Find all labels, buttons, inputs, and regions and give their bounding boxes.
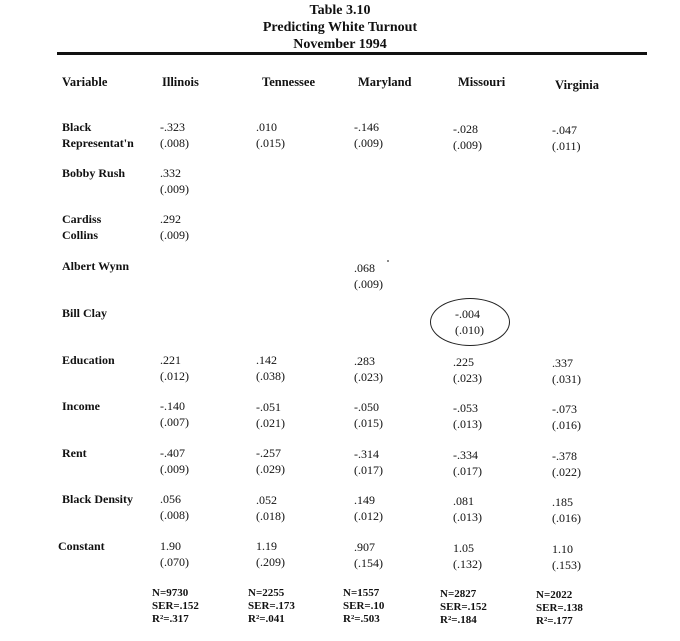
cell-rent-virginia	[552, 448, 581, 480]
std-error: (.011)	[552, 139, 581, 153]
cell-education-tennessee	[256, 352, 285, 384]
cell-constant-maryland	[354, 539, 383, 571]
coef: -.323	[160, 120, 185, 134]
std-error: (.018)	[256, 509, 285, 523]
cell-black-density-virginia	[552, 494, 581, 526]
stat-n: N=2022	[536, 589, 573, 601]
row-label-line: Rent	[62, 446, 87, 460]
coef: -.051	[256, 400, 281, 414]
coef: .149	[354, 493, 375, 507]
table-title	[0, 2, 680, 53]
stat-n: N=1557	[343, 587, 380, 599]
scan-speck	[387, 260, 389, 262]
coef: .081	[453, 494, 474, 508]
cell-rent-maryland	[354, 446, 383, 478]
coef: .052	[256, 493, 277, 507]
cell-rent-missouri	[453, 447, 482, 479]
cell-income-missouri	[453, 400, 482, 432]
coef: .337	[552, 356, 573, 370]
cell-education-maryland	[354, 353, 383, 385]
cell-black-density-maryland	[354, 492, 383, 524]
coef: -.073	[552, 402, 577, 416]
row-label-line: Black Density	[62, 492, 134, 506]
cell-cardiss-collins-illinois	[160, 211, 189, 243]
row-label-income	[62, 398, 100, 414]
stat-r2: R²=.041	[248, 613, 285, 625]
row-label-black-density	[62, 491, 133, 507]
coef: -.050	[354, 400, 379, 414]
row-label-line: Albert Wynn	[62, 259, 130, 273]
coef: -.378	[552, 449, 577, 463]
std-error: (.007)	[160, 415, 189, 429]
header-missouri: Missouri	[458, 75, 506, 89]
cell-albert-wynn-maryland	[354, 260, 383, 292]
row-label-rent	[62, 445, 87, 461]
header-tennessee: Tennessee	[262, 75, 316, 89]
cell-education-illinois	[160, 352, 189, 384]
coef: .056	[160, 492, 181, 506]
coef: -.407	[160, 446, 185, 460]
std-error: (.017)	[354, 463, 383, 477]
std-error: (.009)	[160, 182, 189, 196]
coef: .010	[256, 120, 277, 134]
row-label-albert-wynn	[62, 258, 129, 274]
cell-rent-illinois	[160, 445, 189, 477]
row-label-line: Education	[62, 353, 115, 367]
std-error: (.016)	[552, 511, 581, 525]
stats-tennessee	[248, 587, 295, 626]
std-error: (.009)	[160, 462, 189, 476]
std-error: (.023)	[453, 371, 482, 385]
stat-r2: R²=.177	[536, 615, 573, 627]
std-error: (.012)	[160, 369, 189, 383]
cell-income-tennessee	[256, 399, 285, 431]
cell-education-missouri	[453, 354, 482, 386]
stat-r2: R²=.317	[152, 613, 189, 625]
std-error: (.009)	[160, 228, 189, 242]
std-error: (.016)	[552, 418, 581, 432]
coef: .907	[354, 540, 375, 554]
header-illinois: Illinois	[162, 75, 199, 89]
std-error: (.031)	[552, 372, 581, 386]
std-error: (.070)	[160, 555, 189, 569]
std-error: (.153)	[552, 558, 581, 572]
coef: 1.05	[453, 541, 474, 555]
row-label-line: Income	[62, 399, 100, 413]
coef: .221	[160, 353, 181, 367]
row-label-constant	[58, 538, 105, 554]
std-error: (.021)	[256, 416, 285, 430]
cell-bill-clay-missouri	[455, 306, 484, 338]
std-error: (.009)	[354, 277, 383, 291]
row-label-line: Bill Clay	[62, 306, 108, 320]
stat-ser: SER=.138	[536, 602, 583, 614]
coef: -.146	[354, 120, 379, 134]
cell-income-maryland	[354, 399, 383, 431]
coef: -.047	[552, 123, 577, 137]
row-label-line: Bobby Rush	[62, 166, 126, 180]
std-error: (.132)	[453, 557, 482, 571]
stat-n: N=2255	[248, 587, 285, 599]
coef: -.028	[453, 122, 478, 136]
stat-n: N=2827	[440, 588, 477, 600]
coef: .068	[354, 261, 375, 275]
cell-constant-tennessee	[256, 538, 285, 570]
row-label-bobby-rush	[62, 165, 125, 181]
header-maryland: Maryland	[358, 75, 412, 89]
row-label-line: Cardiss	[62, 212, 102, 226]
coef: -.257	[256, 446, 281, 460]
stat-ser: SER=.10	[343, 600, 385, 612]
stats-missouri	[440, 588, 487, 627]
cell-black-density-missouri	[453, 493, 482, 525]
stat-ser: SER=.152	[440, 601, 487, 613]
std-error: (.010)	[455, 323, 484, 337]
std-error: (.015)	[354, 416, 383, 430]
row-label-bill-clay	[62, 305, 107, 321]
stat-ser: SER=.152	[152, 600, 199, 612]
header-virginia: Virginia	[555, 78, 599, 92]
std-error: (.209)	[256, 555, 285, 569]
coef: .225	[453, 355, 474, 369]
cell-constant-illinois	[160, 538, 189, 570]
coef: .283	[354, 354, 375, 368]
row-label-line: Constant	[58, 539, 105, 553]
header-variable: Variable	[62, 75, 108, 89]
cell-black-rep-virginia	[552, 122, 581, 154]
stat-r2: R²=.503	[343, 613, 380, 625]
std-error: (.013)	[453, 510, 482, 524]
cell-black-rep-missouri	[453, 121, 482, 153]
row-label-education	[62, 352, 115, 368]
stats-virginia	[536, 589, 583, 628]
row-label-black-representation	[62, 119, 134, 151]
stat-n: N=9730	[152, 587, 189, 599]
cell-constant-virginia	[552, 541, 581, 573]
cell-black-rep-tennessee	[256, 119, 285, 151]
std-error: (.022)	[552, 465, 581, 479]
std-error: (.012)	[354, 509, 383, 523]
cell-black-density-tennessee	[256, 492, 285, 524]
std-error: (.008)	[160, 508, 189, 522]
coef: -.314	[354, 447, 379, 461]
cell-income-illinois	[160, 398, 189, 430]
std-error: (.009)	[453, 138, 482, 152]
coef: .292	[160, 212, 181, 226]
coef: -.053	[453, 401, 478, 415]
coef: 1.10	[552, 542, 573, 556]
coef: .332	[160, 166, 181, 180]
coef: -.334	[453, 448, 478, 462]
stats-maryland	[343, 587, 384, 626]
row-label-line: Black	[62, 120, 92, 134]
std-error: (.154)	[354, 556, 383, 570]
coef: -.004	[455, 307, 480, 321]
coef: 1.19	[256, 539, 277, 553]
coef: .185	[552, 495, 573, 509]
coef: -.140	[160, 399, 185, 413]
coef: 1.90	[160, 539, 181, 553]
cell-constant-missouri	[453, 540, 482, 572]
stat-ser: SER=.173	[248, 600, 295, 612]
std-error: (.009)	[354, 136, 383, 150]
std-error: (.013)	[453, 417, 482, 431]
std-error: (.023)	[354, 370, 383, 384]
std-error: (.017)	[453, 464, 482, 478]
cell-black-rep-maryland	[354, 119, 383, 151]
row-label-line: Representat'n	[62, 136, 134, 150]
std-error: (.008)	[160, 136, 189, 150]
coef: .142	[256, 353, 277, 367]
stats-illinois	[152, 587, 199, 626]
std-error: (.038)	[256, 369, 285, 383]
row-label-cardiss-collins	[62, 211, 101, 243]
table-caption: Predicting White Turnout	[262, 20, 418, 35]
row-label-line: Collins	[62, 228, 99, 242]
cell-bobby-rush-illinois	[160, 165, 189, 197]
stat-r2: R²=.184	[440, 614, 477, 626]
cell-black-density-illinois	[160, 491, 189, 523]
table-number: Table 3.10	[309, 3, 371, 18]
header-rule	[57, 52, 647, 55]
cell-rent-tennessee	[256, 445, 285, 477]
cell-black-rep-illinois	[160, 119, 189, 151]
std-error: (.015)	[256, 136, 285, 150]
cell-income-virginia	[552, 401, 581, 433]
table-date: November 1994	[293, 37, 387, 52]
std-error: (.029)	[256, 462, 285, 476]
cell-education-virginia	[552, 355, 581, 387]
